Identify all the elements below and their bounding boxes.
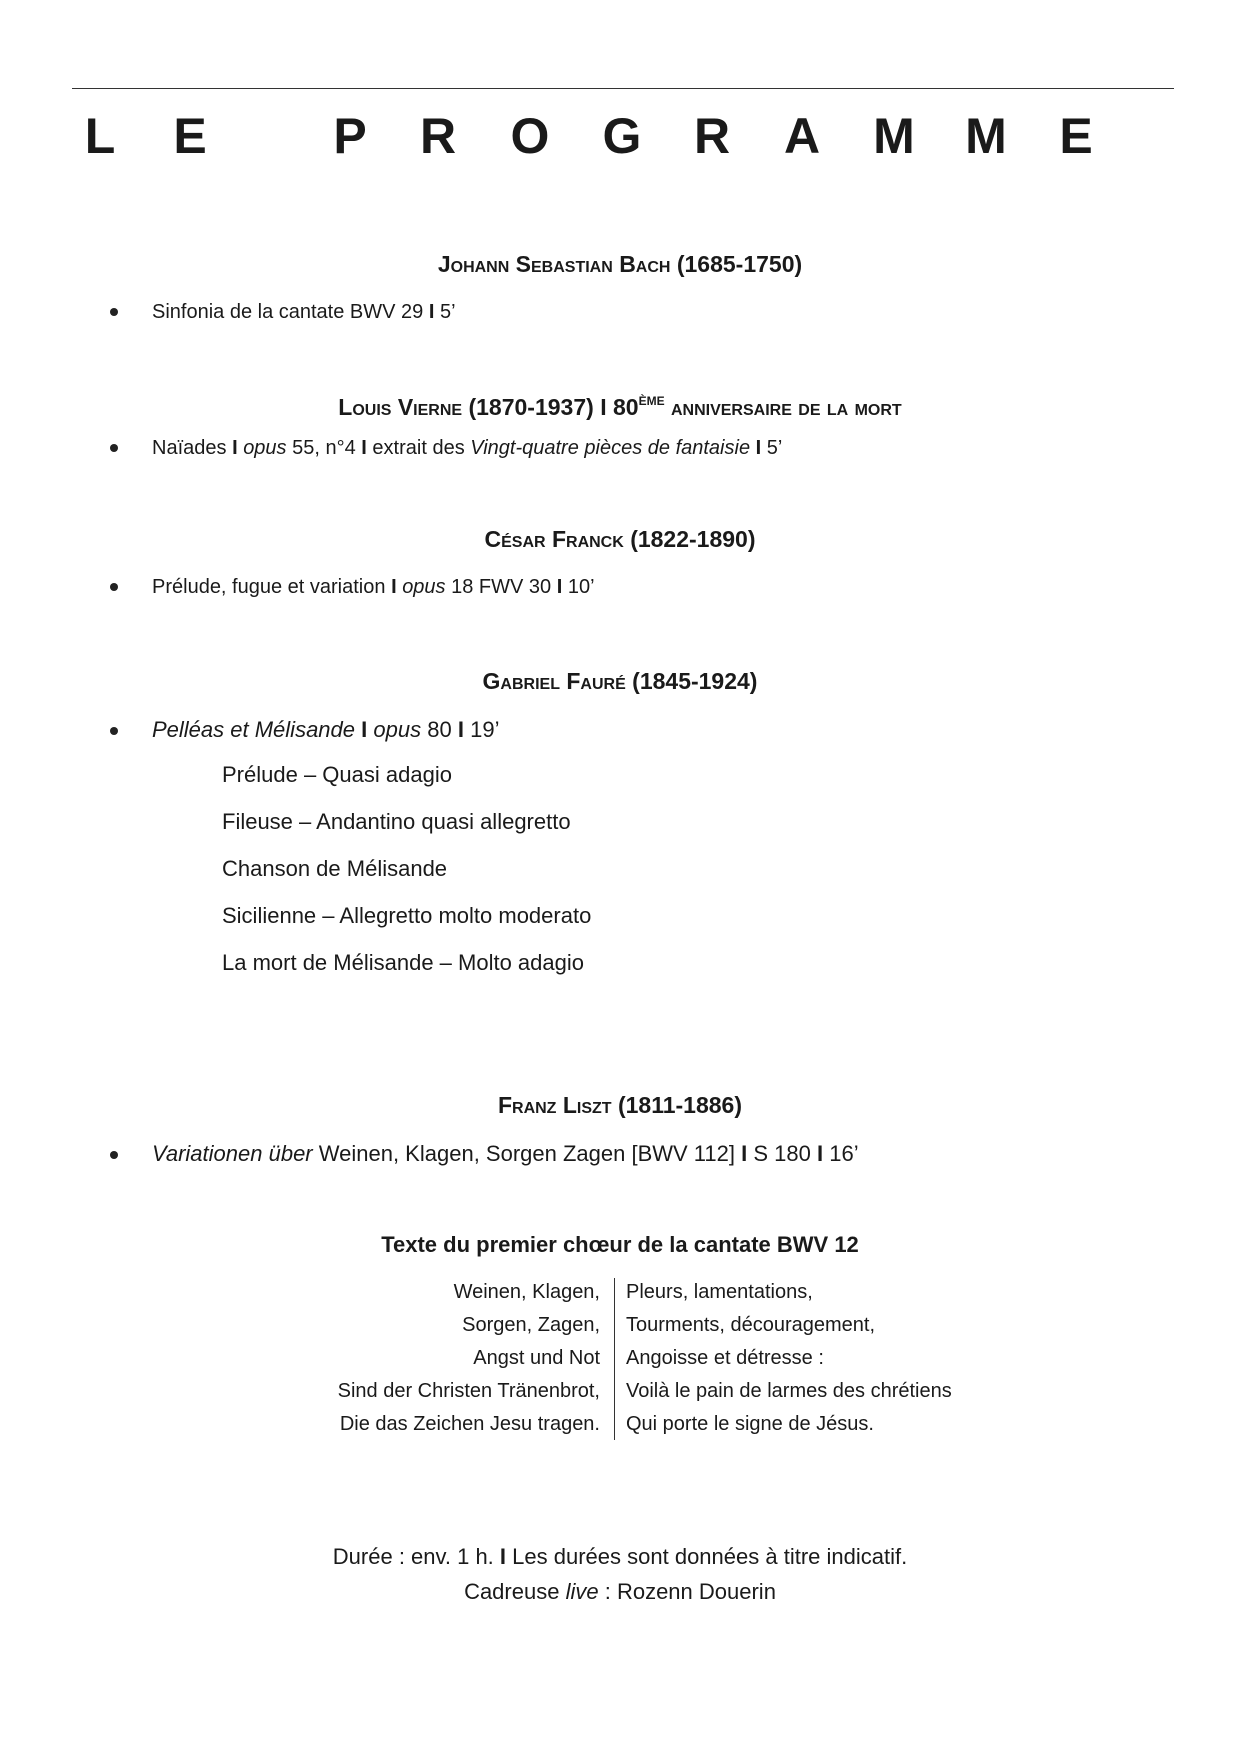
page-title-letter: M — [873, 108, 915, 164]
composer-heading-franck: César Franck (1822-1890) — [484, 526, 756, 552]
page-title-letter: A — [783, 108, 821, 164]
movement-item: Fileuse – Andantino quasi allegretto — [222, 809, 571, 834]
bullet-icon — [110, 727, 118, 735]
composer-heading-vierne: Louis Vierne (1870-1937) I 80ÈME anniversaire de la mort — [338, 394, 902, 420]
bullet-icon — [110, 444, 118, 452]
footer-camera-credit: Cadreuse live : Rozenn Douerin — [464, 1579, 776, 1604]
page-title-letter: R — [693, 108, 731, 164]
page-title-letter: E — [1059, 108, 1093, 164]
page-title-letter: E — [173, 108, 207, 164]
poem-divider — [614, 1278, 615, 1440]
text-block-title: Texte du premier chœur de la cantate BWV 12 — [381, 1232, 859, 1257]
bullet-icon — [110, 583, 118, 591]
movement-item: Sicilienne – Allegretto molto moderato — [222, 903, 592, 928]
page-title-letter: M — [965, 108, 1007, 164]
poem-line: Qui porte le signe de Jésus. — [626, 1413, 874, 1435]
poem-german — [300, 1276, 600, 1441]
poem-line: Tourments, découragement, — [626, 1314, 876, 1336]
poem-french — [626, 1276, 1026, 1441]
poem-line: Weinen, Klagen, — [453, 1281, 600, 1303]
page-title-letter: L — [84, 108, 116, 164]
page-title-letter: G — [602, 108, 642, 164]
poem-line: Die das Zeichen Jesu tragen. — [339, 1413, 600, 1435]
top-rule — [72, 88, 1174, 89]
page-title-letter: R — [419, 108, 457, 164]
poem-line: Sorgen, Zagen, — [462, 1314, 600, 1336]
page-title-letter: P — [333, 108, 367, 164]
poem-line: Angst und Not — [473, 1347, 600, 1369]
bullet-icon — [110, 1151, 118, 1159]
movement-item: Chanson de Mélisande — [222, 856, 448, 881]
poem-line: Voilà le pain de larmes des chrétiens — [626, 1380, 952, 1402]
poem-line: Angoisse et détresse : — [626, 1347, 824, 1369]
composer-heading-liszt: Franz Liszt (1811-1886) — [497, 1092, 743, 1118]
page-title — [0, 106, 1240, 166]
poem-line: Pleurs, lamentations, — [626, 1281, 813, 1303]
footer-duration: Durée : env. 1 h. I Les durées sont données à titre indicatif. — [332, 1544, 908, 1569]
movement-item: Prélude – Quasi adagio — [222, 762, 452, 787]
composer-heading-faure: Gabriel Fauré (1845-1924) — [482, 668, 758, 694]
poem-line: Sind der Christen Tränenbrot, — [337, 1380, 600, 1402]
bullet-icon — [110, 308, 118, 316]
movement-item: La mort de Mélisande – Molto adagio — [222, 950, 584, 975]
composer-heading-bach: Johann Sebastian Bach (1685-1750) — [437, 251, 803, 277]
page-title-letter: O — [510, 108, 550, 164]
